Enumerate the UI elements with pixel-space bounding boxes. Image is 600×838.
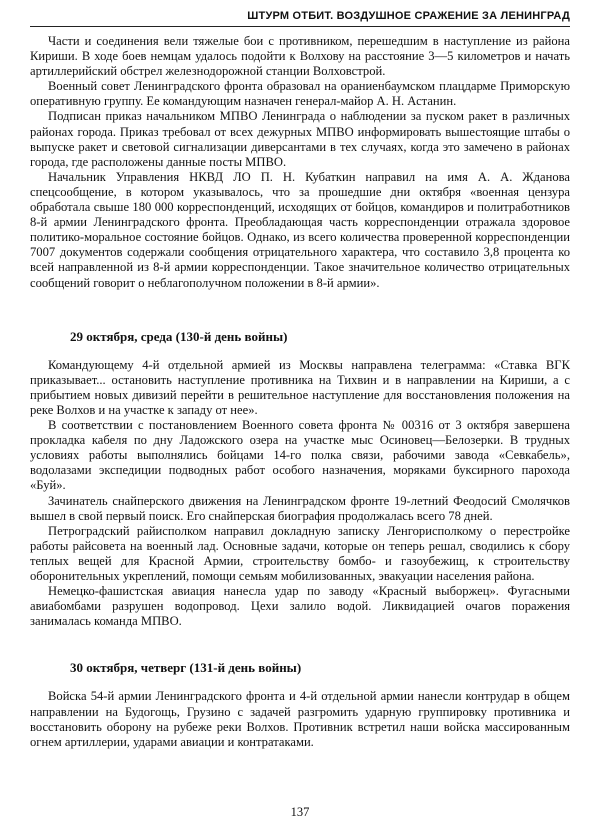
- paragraph: В соответствии с постановлением Военного совета фронта № 00316 от 3 октября завершена прокладка кабеля по дну Ладожского озера на участке мыс Осиновец—Белозерки. В трудных условиях работы выполнялись бойцами 14-го полка связи, рабочими завода «Севкабель», водолазами экспедиции подводных работ особого назначения, моряками буксирного парохода «Буй».: [30, 418, 570, 493]
- section-heading-oct30: 30 октября, четверг (131-й день войны): [70, 660, 302, 676]
- paragraph: Немецко-фашистская авиация нанесла удар по заводу «Красный выборжец». Фугасными авиабомбами разрушен водопровод. Цехи залило водой. Ликвидацией очагов поражения занималась команда МПВО.: [30, 584, 570, 629]
- paragraph: Командующему 4-й отдельной армией из Москвы направлена телеграмма: «Ставка ВГК приказывает... остановить наступление противника на Тихвин и в направлении на Кириши, а с прибытием новых дивизий перейти в решительное наступление для восстановления положения на реке Волхов и на участке к западу от нее».: [30, 357, 570, 417]
- page-number: 137: [290, 805, 310, 819]
- section-heading-oct29: 29 октября, среда (130-й день войны): [70, 328, 288, 344]
- paragraph: Зачинатель снайперского движения на Ленинградском фронте 19-летний Феодосий Смолячков вышел в свой первый поиск. Его снайперская биография продолжалась всего 78 дней.: [30, 493, 570, 523]
- paragraph: Начальник Управления НКВД ЛО П. Н. Кубаткин направил на имя А. А. Жданова спецсообщение, в котором указывалось, что за прошедшие дни октября «военная цензура обработала свыше 180 000 корреспонденций, исходящих от бойцов, командиров и политработников 8-й армии Ленинградского фронта. Преобладающая часть корреспонденции отражала здоровое политико-моральное состояние бойцов. Однако, из всего количества проверенной корреспонденции 7007 документов содержали сообщения отрицательного характера, что составило 3,8 процента ко всей направленной из 8-й армии корреспонденции. Такое значительное количество отрицательных сообщений говорит о неблагополучном положении в 8-й армии».: [30, 169, 570, 290]
- running-header: [30, 8, 570, 27]
- paragraph: Петроградский райисполком направил докладную записку Ленгорисполкому о перестройке работы райсовета на военный лад. Основные задачи, которые он теперь решал, сводились к сбору теплых вещей для Красной Армии, строительству бомбо- и газоубежищ, к строительству оборонительных укреплений, помощи семьям мобилизованных, эвакуации населения района.: [30, 523, 570, 583]
- paragraph: Подписан приказ начальником МПВО Ленинграда о наблюдении за пуском ракет в различных районах города. Приказ требовал от всех дежурных МПВО информировать вышестоящие штабы о выпуске ракет и световой сигнализации диверсантами в тех случаях, когда это замечено в районах города, где расположены данные посты МПВО.: [30, 109, 570, 169]
- page-body: [30, 34, 570, 750]
- paragraph: Войска 54-й армии Ленинградского фронта и 4-й отдельной армии нанесли контрудар в общем направлении на Будогощь, Грузино с задачей разгромить ударную группировку противника и восстановить оборону на рубеже реки Волхов. Противник встретил наши войска массированным огнем артиллерии, ударами авиации и контратаками.: [30, 689, 570, 749]
- paragraph: Части и соединения вели тяжелые бои с противником, перешедшим в наступление из района Кириши. В ходе боев немцам удалось подойти к Волхову на расстояние 3—5 километров и начать артиллерийский обстрел железнодорожной станции Волховстрой.: [30, 34, 570, 79]
- paragraph: Военный совет Ленинградского фронта образовал на ораниенбаумском плацдарме Приморскую оперативную группу. Ее командующим назначен генерал-майор А. Н. Астанин.: [30, 79, 570, 109]
- running-header-title: ШТУРМ ОТБИТ. ВОЗДУШНОЕ СРАЖЕНИЕ ЗА ЛЕНИНГРАД: [247, 10, 570, 22]
